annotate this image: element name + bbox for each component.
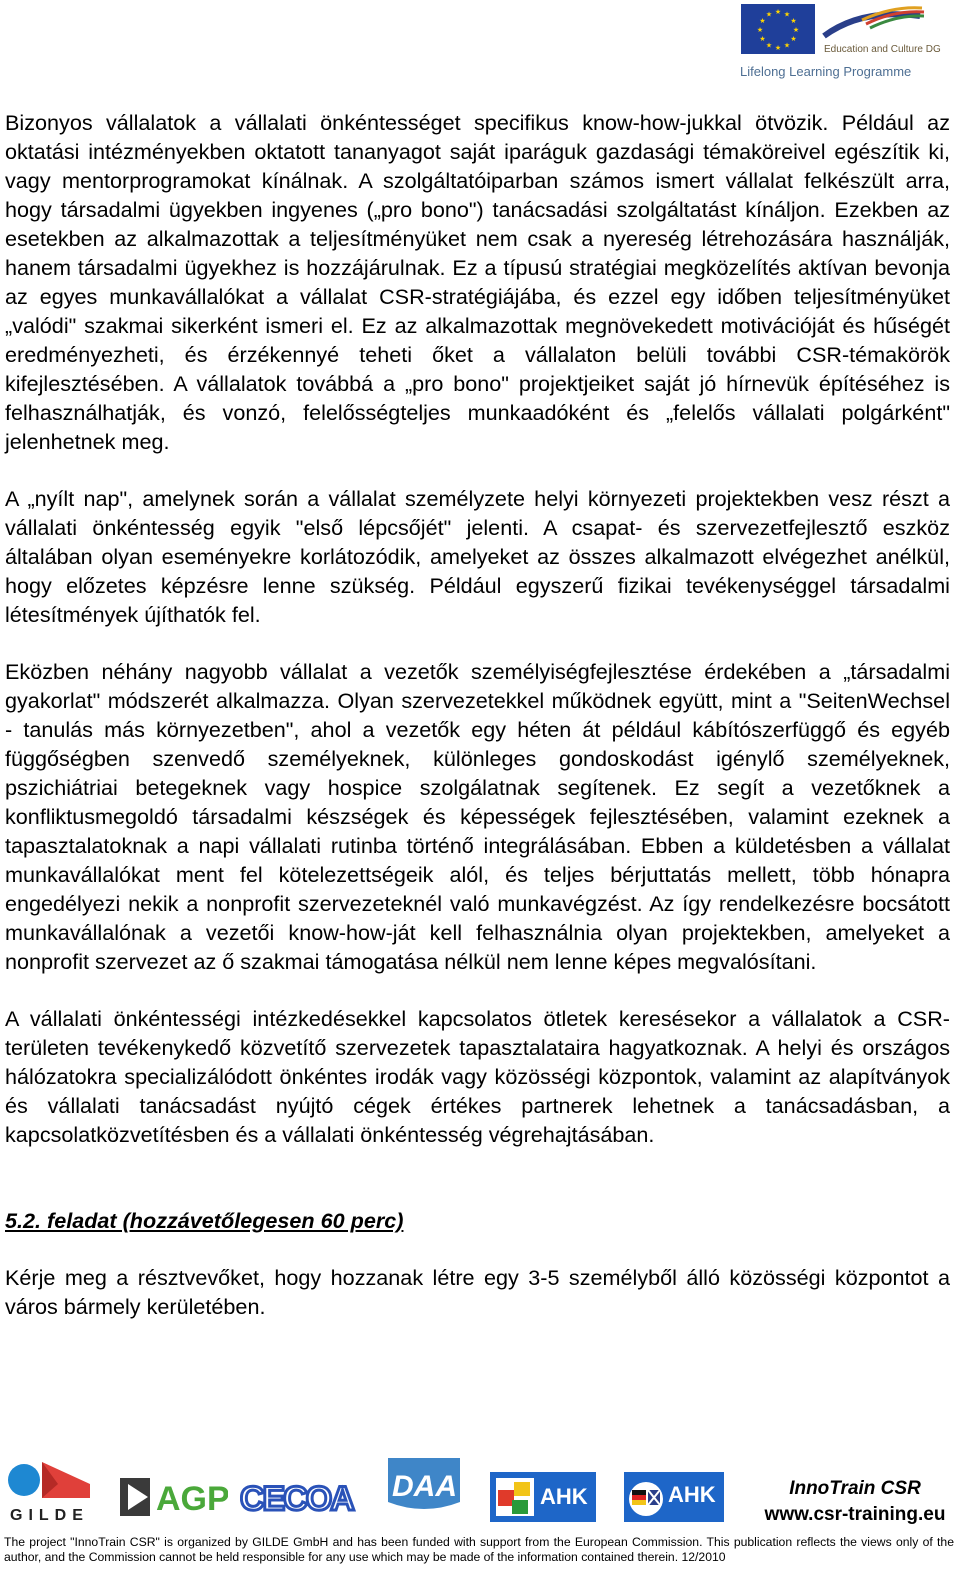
task-heading: 5.2. feladat (hozzávetőlegesen 60 perc)	[5, 1208, 404, 1233]
svg-text:★: ★	[792, 26, 800, 34]
svg-text:★: ★	[774, 8, 782, 16]
task-text: Kérje meg a résztvevőket, hogy hozzanak létre egy 3-5 személyből álló közösségi központot a város bármely kerületében.	[5, 1265, 950, 1319]
agp-logo	[118, 1470, 228, 1522]
innotrain-url[interactable]: www.csr-training.eu	[764, 1504, 946, 1525]
lifelong-learning-logo	[736, 2, 956, 84]
ahk-logo-1-text: AHK	[540, 1484, 588, 1509]
svg-text:★: ★	[759, 17, 766, 25]
daa-logo	[384, 1456, 464, 1520]
svg-text:★: ★	[790, 35, 797, 43]
eu-flag-icon	[741, 4, 815, 54]
svg-text:★: ★	[756, 26, 764, 34]
paragraph: Bizonyos vállalatok a vállalati önkéntességet specifikus know-how-jukkal ötvözik. Például az oktatási intézményekben oktatott tananyagot saját iparáguk gazdasági témaköreivel egészítik ki, vagy mentorprogramokat kínálnak. A szolgáltatóiparban számos ismert vállalat felkészült arra, hogy társadalmi ügyekben ingyenes („pro bono") tanácsadási szolgáltatást kínáljon. Ezekben az esetekben az alkalmazottak a teljesítményüket nem csak a nyereség létrehozására használják, hanem társadalmi ügyekhez is hozzájárulnak. Ez a típusú stratégiai megközelítés aktívan bevonja az egyes munkavállalókat a vállalat CSR-stratégiájába, és ezzel egy időben teljesítményüket „valódi" szakmai sikerként ismeri el. Ez az alkalmazottak megnövekedett motivációját és hűségét eredményezheti, és érzékennyé teheti őket a vállalaton belüli további CSR-témakörök kifejlesztésében. A vállalatok továbbá a „pro bono" projektjeiket saját jó hírnevük építéséhez is felhasználhatják, és vonzó, felelősségteljes munkaadóként és „felelős vállalati polgárként" jelenhetnek meg.	[5, 110, 950, 454]
paragraph: A vállalati önkéntességi intézkedésekkel kapcsolatos ötletek keresésekor a vállalatok a CSR-területen tevékenykedő közvetítő szervezetek tapasztalataira hagyatkoznak. A helyi és országos hálózatokra specializálódott önkéntes irodák vagy közösségi központok, valamint az alapítványok és vállalati tanácsadást nyújtó cégek értékes partnerek lehetnek a tanácsadásban, a kapcsolatközvetítésben és a vállalati önkéntesség végrehajtásában.	[5, 1006, 950, 1147]
cecoa-logo	[240, 1478, 366, 1518]
ahk-logo-1	[490, 1472, 596, 1522]
disclaimer: The project "InnoTrain CSR" is organized by GILDE GmbH and has been funded with support from the European Commission. This publication reflects the views only of the author, and the Commission cannot be held responsible for any use which may be made of the information contained therein. 12/2010	[4, 1535, 954, 1564]
svg-text:★: ★	[783, 10, 791, 19]
dg-label: Education and Culture DG	[824, 44, 941, 55]
innotrain-block	[752, 1476, 958, 1528]
gilde-logo	[6, 1454, 96, 1524]
cecoa-logo-text: CECOA	[240, 1480, 353, 1518]
svg-text:★: ★	[765, 41, 773, 50]
innotrain-title: InnoTrain CSR	[789, 1478, 921, 1499]
svg-text:★: ★	[759, 35, 766, 43]
paragraph: A „nyílt nap", amelynek során a vállalat személyzete helyi környezeti projektekben vesz részt a vállalati önkéntesség egyik "első lépcsőjét" jelenti. A csapat- és szervezetfejlesztő eszköz általában olyan eseményekre korlátozódik, amelyeket az összes alkalmazott elvégezhet anélkül, hogy előzetes képzésre lenne szükség. Például egyszerű fizikai tevékenységgel társadalmi létesítmények újíthatók fel.	[5, 486, 950, 627]
svg-text:★: ★	[783, 41, 791, 50]
document-body	[5, 108, 950, 1321]
daa-logo-text: DAA	[392, 1470, 457, 1503]
paragraph: Eközben néhány nagyobb vállalat a vezetők személyiségfejlesztése érdekében a „társadalmi gyakorlat" módszerét alkalmazza. Olyan szervezetekkel működnek együtt, mint a "SeitenWechsel - tanulás más környezetben", ahol a vezetők egy héten át például kábítószerfüggő és egyéb függőségben szenvedő személyeknek, különleges gondoskodást igénylő személyeknek, pszichiátriai betegeknek vagy hospice szolgálatnak segítenek. Ez segít a vezetőknek a konfliktusmegoldó társadalmi készségek és képességek fejlesztésében, valamint ezeknek a tapasztalatoknak a napi vállalati rutinba történő integrálásában. Ebben a küldetésben a vállalat munkavállalókat ment fel kötelezettségeik alól, és teljes bérjuttatás mellett, több hónapra engedélyezi nekik a nonprofit szervezeteknél való munkavégzést. Az így rendelkezésre bocsátott munkavállalónak a vezetői know-how-ját kell felhasználnia olyan projektekben, amelyeket a nonprofit szervezet az ő szakmai támogatása nélkül nem lenne képes megvalósítani.	[5, 659, 950, 974]
ahk-logo-2-text: AHK	[668, 1482, 716, 1507]
ahk-logo-2	[624, 1472, 724, 1522]
svg-text:★: ★	[774, 44, 782, 52]
programme-label: Lifelong Learning Programme	[740, 64, 912, 79]
svg-text:★: ★	[765, 10, 773, 19]
svg-text:★: ★	[790, 17, 797, 25]
gilde-logo-text: GILDE	[10, 1507, 89, 1524]
swoosh-logo-icon	[822, 2, 926, 48]
agp-logo-text: AGP	[156, 1480, 228, 1518]
